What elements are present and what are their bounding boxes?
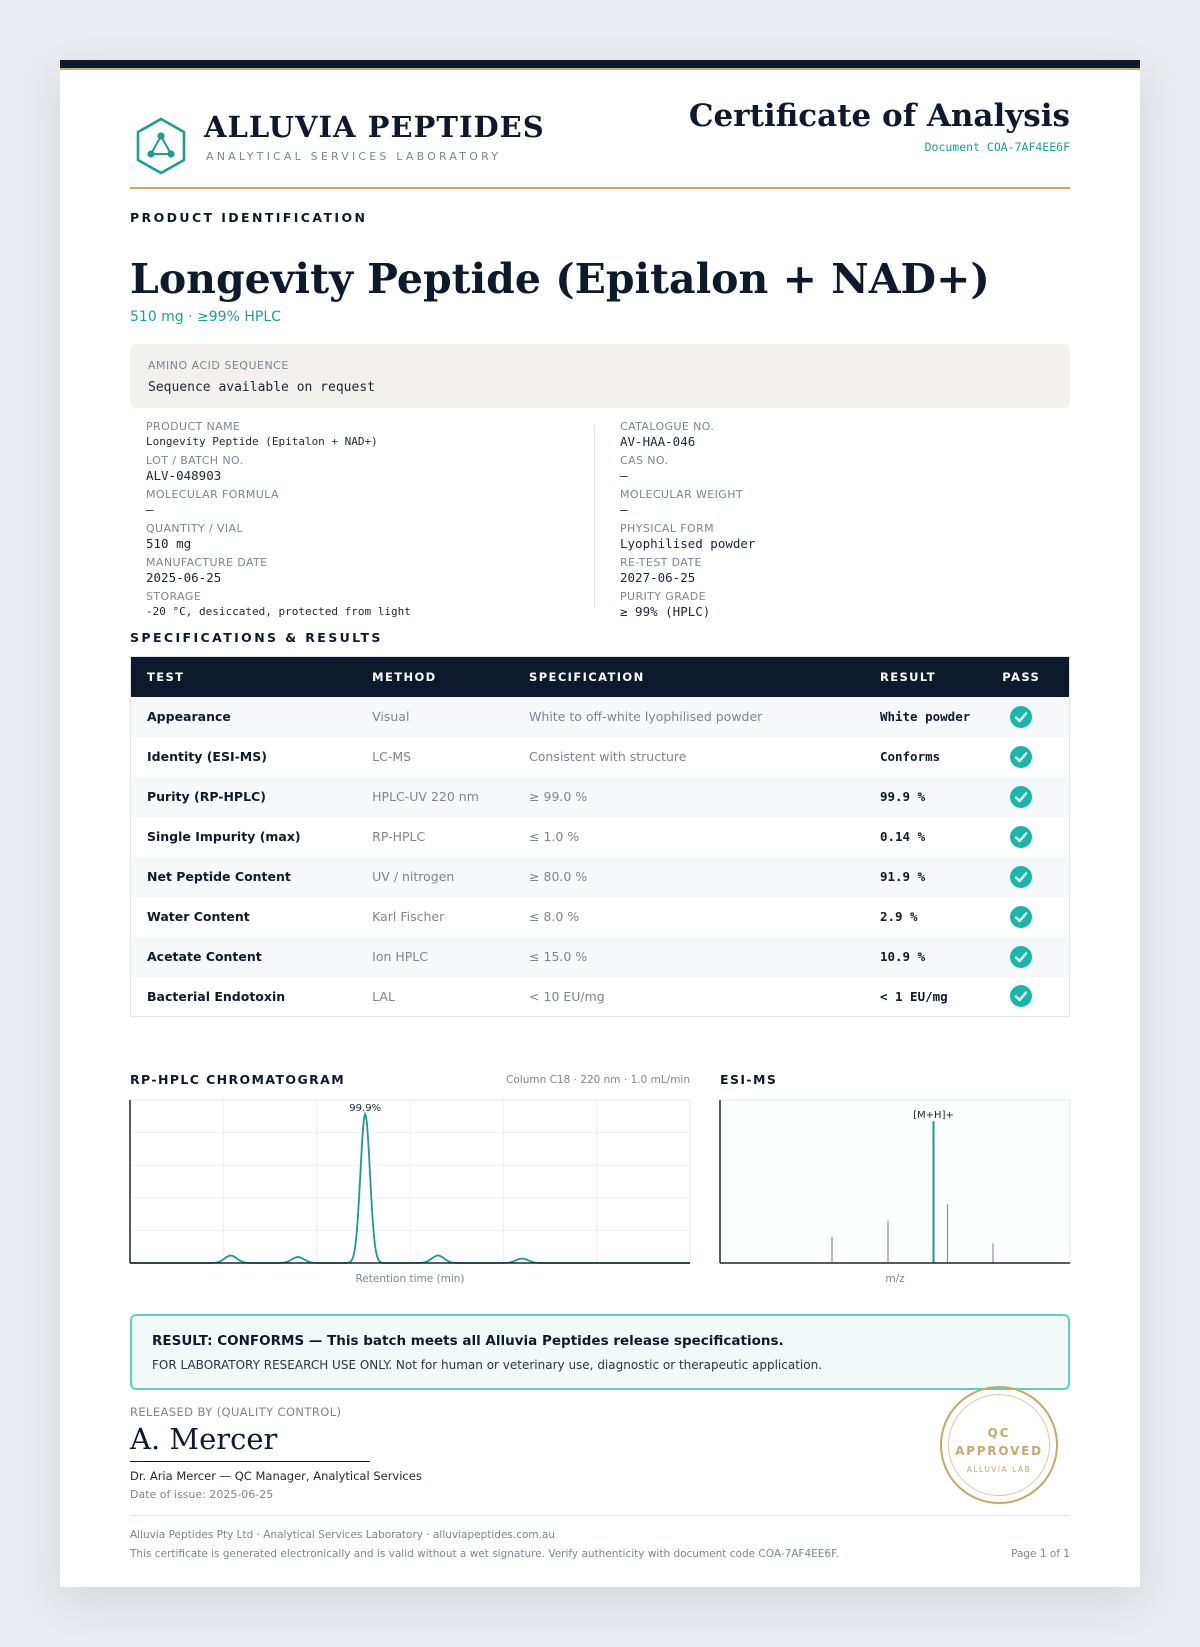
peak-label: 99.9% [349,1103,382,1114]
result-cell: 0.14 % [864,817,986,857]
column-header-result: RESULT [864,657,986,697]
top-gold-line [60,68,1140,70]
field-value: Longevity Peptide (Epitalon + NAD+) [146,435,378,448]
field-value: 2025-06-25 [146,570,222,585]
certificate-sheet [60,60,1140,1587]
specs-section-label: SPECIFICATIONS & RESULTS [130,630,383,645]
field-storage [146,590,586,624]
result-cell: 2.9 % [864,897,986,937]
released-by-label: RELEASED BY (QUALITY CONTROL) [130,1405,342,1419]
table-row [131,697,1070,737]
check-circle-icon [1010,746,1032,768]
method-cell: LC-MS [356,737,513,777]
specification-cell: ≥ 99.0 % [513,777,864,817]
pass-cell [986,897,1069,937]
pass-cell [986,817,1069,857]
ms-x-axis-label: m/z [885,1273,905,1285]
test-name-cell: Appearance [131,697,357,737]
test-name-cell: Single Impurity (max) [131,817,357,857]
table-row [131,737,1070,777]
field-value: ≥ 99% (HPLC) [620,604,711,619]
field-purity-grade [620,590,1060,624]
method-cell: UV / nitrogen [356,857,513,897]
brand-subtitle: ANALYTICAL SERVICES LABORATORY [206,150,502,163]
fields-left-column [146,420,586,624]
pass-cell [986,777,1069,817]
check-circle-icon [1010,826,1032,848]
top-navy-bar [60,60,1140,68]
specifications-table [130,656,1070,1017]
product-title: Longevity Peptide (Epitalon + NAD+) [130,255,990,303]
field-cas-number [620,454,1060,488]
field-value: — [146,502,154,517]
specification-cell: < 10 EU/mg [513,977,864,1017]
hplc-chart-subtitle: Column C18 · 220 nm · 1.0 mL/min [506,1074,690,1086]
field-physical-form [620,522,1060,556]
fields-right-column [620,420,1060,624]
method-cell: HPLC-UV 220 nm [356,777,513,817]
footer-validity-note: This certificate is generated electronically and is valid without a wet signature. Verify authenticity with document code COA-7AF4EE6F. [130,1548,839,1560]
field-catalogue-number [620,420,1060,454]
result-cell: 10.9 % [864,937,986,977]
field-label: PRODUCT NAME [146,420,241,433]
result-cell: 91.9 % [864,857,986,897]
field-label: STORAGE [146,590,202,603]
check-circle-icon [1010,906,1032,928]
result-cell: White powder [864,697,986,737]
field-value: 510 mg [146,536,192,551]
method-cell: Visual [356,697,513,737]
check-circle-icon [1010,985,1032,1007]
check-circle-icon [1010,786,1032,808]
specification-cell: ≥ 80.0 % [513,857,864,897]
method-cell: Ion HPLC [356,937,513,977]
result-cell: 99.9 % [864,777,986,817]
stamp-text-lab: ALLUVIA LAB [966,1465,1032,1474]
field-label: MOLECULAR FORMULA [146,488,279,501]
table-row [131,817,1070,857]
field-retest-date [620,556,1060,590]
table-row [131,977,1070,1017]
pass-cell [986,737,1069,777]
specification-cell: ≤ 15.0 % [513,937,864,977]
field-quantity [146,522,586,556]
field-label: MANUFACTURE DATE [146,556,268,569]
result-conformance-box [130,1314,1070,1390]
specification-cell: ≤ 1.0 % [513,817,864,857]
check-circle-icon [1010,866,1032,888]
brand-name: ALLUVIA PEPTIDES [204,110,545,144]
peak-label: [M+H]+ [913,1110,954,1122]
hplc-chromatogram-chart [130,1092,690,1264]
column-header-pass: PASS [986,657,1069,697]
pass-cell [986,857,1069,897]
table-row [131,857,1070,897]
test-name-cell: Water Content [131,897,357,937]
field-value: ALV-048903 [146,468,222,483]
test-name-cell: Identity (ESI-MS) [131,737,357,777]
pass-cell [986,977,1069,1017]
issue-date: Date of issue: 2025-06-25 [130,1488,274,1501]
test-name-cell: Purity (RP-HPLC) [131,777,357,817]
specifications-body [131,697,1070,1017]
plot-area [720,1100,1070,1263]
fields-divider [594,426,595,608]
product-subtitle: 510 mg · ≥99% HPLC [130,309,281,325]
signature-line [130,1461,370,1462]
sequence-box [130,344,1070,408]
specification-cell: Consistent with structure [513,737,864,777]
product-fields [130,420,1070,619]
page-number: Page 1 of 1 [1011,1548,1070,1560]
footer-company-line: Alluvia Peptides Pty Ltd · Analytical Services Laboratory · alluviapeptides.com.au [130,1529,556,1541]
field-value: AV-HAA-046 [620,434,696,449]
column-header-specification: SPECIFICATION [513,657,864,697]
specification-cell: ≤ 8.0 % [513,897,864,937]
document-title: Certificate of Analysis [688,98,1070,134]
sequence-label: AMINO ACID SEQUENCE [148,359,289,372]
field-label: MOLECULAR WEIGHT [620,488,743,501]
column-header-method: METHOD [356,657,513,697]
field-value: -20 °C, desiccated, protected from light [146,605,411,618]
field-label: CATALOGUE NO. [620,420,715,433]
check-circle-icon [1010,706,1032,728]
field-lot-number [146,454,586,488]
field-value: — [620,502,628,517]
table-row [131,897,1070,937]
method-cell: Karl Fischer [356,897,513,937]
field-value: — [620,468,628,483]
field-value: Lyophilised powder [620,536,756,551]
research-use-notice: FOR LABORATORY RESEARCH USE ONLY. Not for human or veterinary use, diagnostic or therapeutic application. [152,1358,823,1372]
field-manufacture-date [146,556,586,590]
header-divider [130,187,1070,189]
field-label: PURITY GRADE [620,590,706,603]
pass-cell [986,937,1069,977]
table-row [131,937,1070,977]
pass-cell [986,697,1069,737]
hplc-x-axis-label: Retention time (min) [355,1273,465,1285]
field-label: LOT / BATCH NO. [146,454,244,467]
product-section-label: PRODUCT IDENTIFICATION [130,210,368,225]
field-label: RE-TEST DATE [620,556,702,569]
esi-ms-spectrum-chart [720,1092,1070,1264]
field-label: QUANTITY / VIAL [146,522,243,535]
stamp-text-qc: QC [987,1426,1011,1440]
hexagon-molecule-icon [134,116,188,176]
result-statement: RESULT: CONFORMS — This batch meets all Alluvia Peptides release specifications. [152,1333,784,1349]
sequence-value: Sequence available on request [148,380,375,395]
test-name-cell: Net Peptide Content [131,857,357,897]
signature: A. Mercer [130,1422,278,1456]
result-cell: < 1 EU/mg [864,977,986,1017]
specification-cell: White to off-white lyophilised powder [513,697,864,737]
document-code: Document COA-7AF4EE6F [924,140,1070,154]
field-molecular-formula [146,488,586,522]
result-cell: Conforms [864,737,986,777]
method-cell: LAL [356,977,513,1017]
ms-chart-title: ESI-MS [720,1072,778,1087]
method-cell: RP-HPLC [356,817,513,857]
test-name-cell: Acetate Content [131,937,357,977]
footer-divider [130,1515,1070,1516]
hplc-chart-title: RP-HPLC CHROMATOGRAM [130,1072,346,1087]
qc-approved-stamp [940,1386,1058,1504]
check-circle-icon [1010,946,1032,968]
stamp-text-approved: APPROVED [955,1444,1043,1458]
table-header-row [131,657,1070,697]
field-molecular-weight [620,488,1060,522]
field-label: PHYSICAL FORM [620,522,715,535]
field-label: CAS NO. [620,454,669,467]
table-row [131,777,1070,817]
field-product-name [146,420,586,454]
test-name-cell: Bacterial Endotoxin [131,977,357,1017]
signer-name: Dr. Aria Mercer — QC Manager, Analytical Services [130,1469,422,1483]
field-value: 2027-06-25 [620,570,696,585]
column-header-test: TEST [131,657,357,697]
